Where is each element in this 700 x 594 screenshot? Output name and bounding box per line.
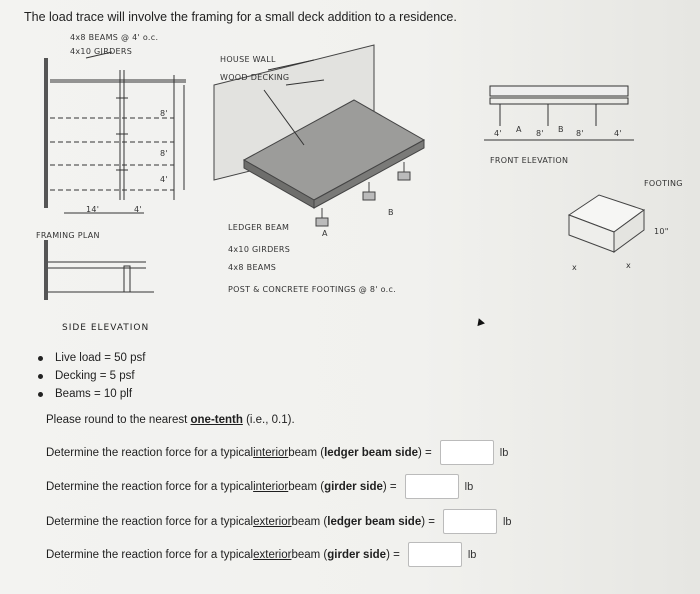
rounding-instruction: Please round to the nearest one-tenth (i.e., 0.1). bbox=[46, 414, 295, 426]
label-fe-8b: 8' bbox=[576, 129, 584, 138]
label-girders: 4x10 GIRDERS bbox=[70, 47, 133, 56]
answer-input-1[interactable] bbox=[440, 440, 494, 465]
label-footing-y: x bbox=[626, 261, 632, 270]
bullet-icon bbox=[38, 356, 43, 361]
answer-input-3[interactable] bbox=[443, 509, 497, 534]
deck-figure bbox=[24, 30, 700, 340]
unit-label: lb bbox=[499, 446, 509, 459]
label-front-elevation: FRONT ELEVATION bbox=[490, 156, 569, 165]
question-1: Determine the reaction force for a typical interior beam ( ledger beam side ) = lb bbox=[46, 440, 508, 465]
question-3: Determine the reaction force for a typical exterior beam ( ledger beam side ) = lb bbox=[46, 509, 512, 534]
label-point-a: A bbox=[322, 229, 328, 238]
label-house-wall: HOUSE WALL bbox=[220, 55, 276, 64]
footing-drawing bbox=[569, 195, 644, 252]
label-dim-8b: 8' bbox=[160, 149, 168, 158]
unit-label: lb bbox=[467, 548, 477, 561]
label-fe-8a: 8' bbox=[536, 129, 544, 138]
label-dim-14: 14' bbox=[86, 205, 100, 214]
list-item: Live load = 50 psf bbox=[38, 349, 145, 367]
label-dim-4b: 4' bbox=[160, 175, 168, 184]
label-point-b: B bbox=[388, 208, 394, 217]
label-beams: 4x8 BEAMS @ 4' o.c. bbox=[70, 33, 159, 42]
label-beams-2: 4x8 BEAMS bbox=[228, 263, 277, 272]
bullet-icon bbox=[38, 374, 43, 379]
question-2: Determine the reaction force for a typical interior beam ( girder side ) = lb bbox=[46, 474, 473, 499]
unit-label: lb bbox=[502, 515, 512, 528]
label-ledger-beam: LEDGER BEAM bbox=[228, 223, 290, 232]
label-dim-8a: 8' bbox=[160, 109, 168, 118]
label-footing-10: 10" bbox=[654, 227, 669, 236]
loads-list bbox=[38, 349, 145, 403]
label-framing-plan: FRAMING PLAN bbox=[36, 231, 100, 240]
unit-label: lb bbox=[464, 480, 474, 493]
answer-input-4[interactable] bbox=[408, 542, 462, 567]
label-fe-a: A bbox=[516, 125, 522, 134]
list-item: Beams = 10 plf bbox=[38, 385, 145, 403]
question-4: Determine the reaction force for a typical exterior beam ( girder side ) = lb bbox=[46, 542, 476, 567]
side-elevation-label: SIDE ELEVATION bbox=[62, 323, 150, 333]
label-footing: FOOTING bbox=[644, 179, 683, 188]
label-footing-x: x bbox=[572, 263, 578, 272]
label-post-footings: POST & CONCRETE FOOTINGS @ 8' o.c. bbox=[228, 285, 397, 294]
label-fe-b: B bbox=[558, 125, 564, 134]
intro-text: The load trace will involve the framing for a small deck addition to a residence. bbox=[24, 10, 457, 24]
answer-input-2[interactable] bbox=[405, 474, 459, 499]
list-item: Decking = 5 psf bbox=[38, 367, 145, 385]
label-wood-decking: WOOD DECKING bbox=[220, 73, 290, 82]
label-dim-4: 4' bbox=[134, 205, 142, 214]
label-fe-4a: 4' bbox=[494, 129, 502, 138]
bullet-icon bbox=[38, 392, 43, 397]
label-girders-2: 4x10 GIRDERS bbox=[228, 245, 291, 254]
label-fe-4b: 4' bbox=[614, 129, 622, 138]
